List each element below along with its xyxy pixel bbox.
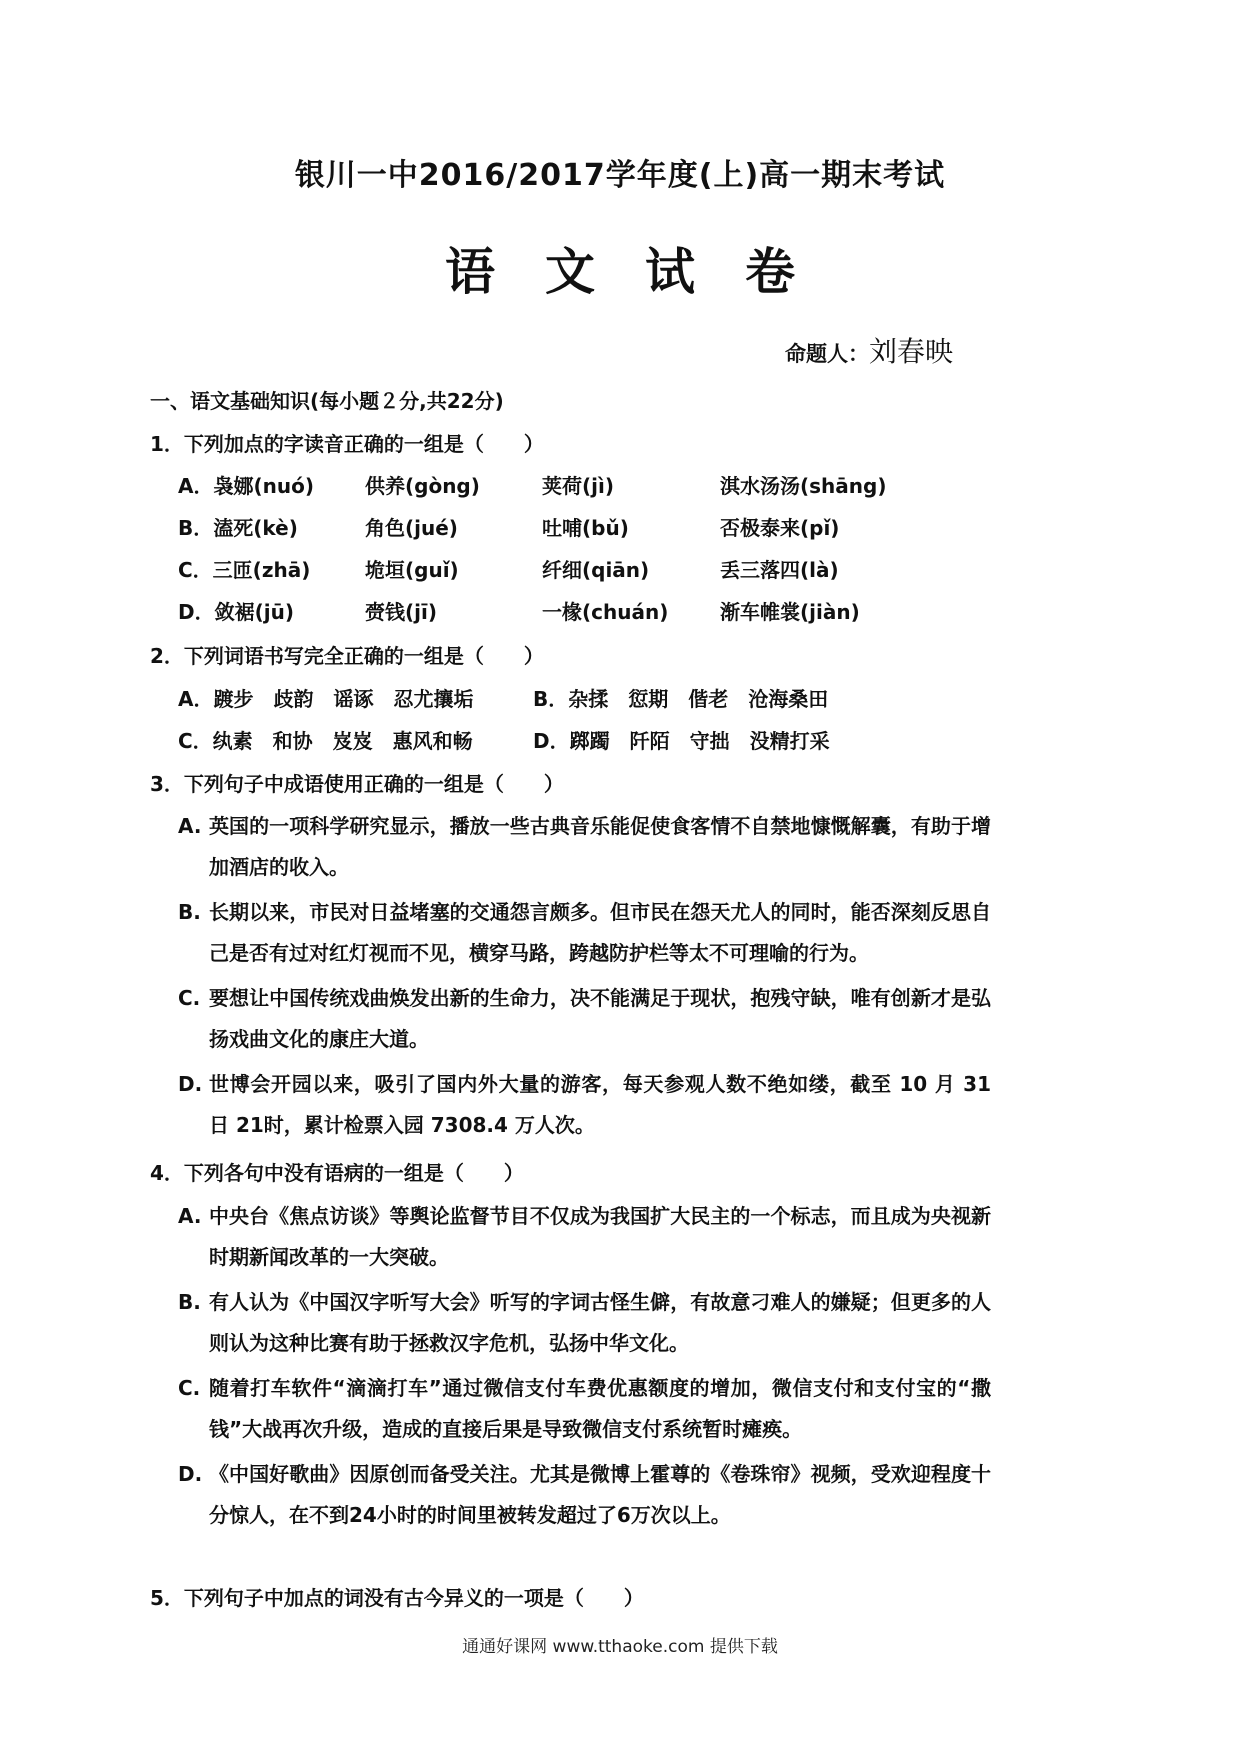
q1-option-a-2: 供养(gòng) xyxy=(365,474,480,498)
q3-option-d xyxy=(178,1064,991,1146)
q3-option-c xyxy=(178,978,991,1060)
q4-option-c-text: 随着打车软件“滴滴打车”通过微信支付车费优惠额度的增加，微信支付和支付宝的“撒钱”大战再次升级，造成的直接后果是导致微信支付系统暂时瘫痪。 xyxy=(209,1376,991,1441)
q4-option-d-letter: D. xyxy=(178,1462,203,1486)
q1-option-b-1: B．溘死(kè) xyxy=(178,516,298,540)
q4-option-a-letter: A. xyxy=(178,1204,202,1228)
q3-option-a-letter: A. xyxy=(178,814,202,838)
q3-option-c-text: 要想让中国传统戏曲焕发出新的生命力，决不能满足于现状，抱残守缺，唯有创新才是弘扬戏曲文化的康庄大道。 xyxy=(209,986,991,1051)
q4-option-c xyxy=(178,1368,991,1450)
footer-source: 通通好课网 www.tthaoke.com 提供下载 xyxy=(462,1637,778,1657)
q4-option-d-text: 《中国好歌曲》因原创而备受关注。尤其是微博上霍尊的《卷珠帘》视频，受欢迎程度十分惊人，在不到24小时的时间里被转发超过了6万次以上。 xyxy=(209,1462,991,1527)
q1-option-c-4: 丢三落四(là) xyxy=(720,558,839,582)
q1-option-d-4: 渐车帷裳(jiàn) xyxy=(720,600,860,624)
q3-option-b-letter: B. xyxy=(178,900,201,924)
q4-option-a-text: 中央台《焦点访谈》等舆论监督节目不仅成为我国扩大民主的一个标志，而且成为央视新时期新闻改革的一大突破。 xyxy=(209,1204,991,1269)
q4-option-a xyxy=(178,1196,991,1278)
q3-option-c-letter: C. xyxy=(178,986,201,1010)
q1-option-d-1: D．敛裾(jū) xyxy=(178,600,294,624)
q3-option-a-text: 英国的一项科学研究显示，播放一些古典音乐能促使食客情不自禁地慷慨解囊，有助于增加酒店的收入。 xyxy=(209,814,991,879)
q2-option-b: B．杂揉 愆期 偕老 沧海桑田 xyxy=(533,687,829,711)
question-3-stem: 3．下列句子中成语使用正确的一组是（ ） xyxy=(150,772,564,796)
q3-option-b xyxy=(178,892,991,974)
q4-option-d xyxy=(178,1454,991,1536)
q4-option-b-letter: B. xyxy=(178,1290,201,1314)
q1-option-a-3: 荚荷(jì) xyxy=(542,474,614,498)
subject-title: 语文试卷 xyxy=(445,242,845,301)
q1-option-b-4: 否极泰来(pǐ) xyxy=(720,516,840,540)
author-name: 刘春映 xyxy=(869,335,954,368)
q1-option-c-3: 纤细(qiān) xyxy=(542,558,650,582)
q1-option-b-3: 吐哺(bǔ) xyxy=(542,516,629,540)
question-2-stem: 2．下列词语书写完全正确的一组是（ ） xyxy=(150,644,544,668)
q3-option-b-text: 长期以来，市民对日益堵塞的交通怨言颇多。但市民在怨天尤人的同时，能否深刻反思自己是否有过对红灯视而不见，横穿马路，跨越防护栏等太不可理喻的行为。 xyxy=(209,900,991,965)
question-1-stem: 1．下列加点的字读音正确的一组是（ ） xyxy=(150,432,544,456)
q1-option-c-2: 垝垣(guǐ) xyxy=(365,558,459,582)
question-4-stem: 4．下列各句中没有语病的一组是（ ） xyxy=(150,1161,524,1185)
question-5-stem: 5．下列句子中加点的词没有古今异义的一项是（ ） xyxy=(150,1586,644,1610)
author-label: 命题人： xyxy=(785,342,869,366)
q3-option-d-letter: D. xyxy=(178,1072,203,1096)
q1-option-a-4: 淇水汤汤(shāng) xyxy=(720,474,887,498)
section-title: 一、语文基础知识(每小题２分,共22分) xyxy=(150,389,504,413)
q3-option-a xyxy=(178,806,991,888)
q1-option-a-1: A．袅娜(nuó) xyxy=(178,474,314,498)
q1-option-d-2: 赍钱(jī) xyxy=(365,600,437,624)
q1-option-d-3: 一椽(chuán) xyxy=(542,600,669,624)
q4-option-c-letter: C. xyxy=(178,1376,201,1400)
q4-option-b-text: 有人认为《中国汉字听写大会》听写的字词古怪生僻，有故意刁难人的嫌疑；但更多的人则认为这种比赛有助于拯救汉字危机，弘扬中华文化。 xyxy=(209,1290,991,1355)
q1-option-b-2: 角色(jué) xyxy=(365,516,458,540)
q2-option-a: A．踱步 歧韵 谣诼 忍尤攘垢 xyxy=(178,687,474,711)
q2-option-c: C．纨素 和协 岌岌 惠风和畅 xyxy=(178,729,473,753)
q1-option-c-1: C．三匝(zhā) xyxy=(178,558,311,582)
author-line xyxy=(785,330,953,370)
q3-option-d-text: 世博会开园以来，吸引了国内外大量的游客，每天参观人数不绝如缕，截至 10 月 31 日 21时，累计检票入园 7308.4 万人次。 xyxy=(209,1072,991,1137)
q2-option-d: D．踯躅 阡陌 守拙 没精打采 xyxy=(533,729,830,753)
q4-option-b xyxy=(178,1282,991,1364)
exam-title: 银川一中2016/2017学年度(上)高一期末考试 xyxy=(294,158,946,193)
